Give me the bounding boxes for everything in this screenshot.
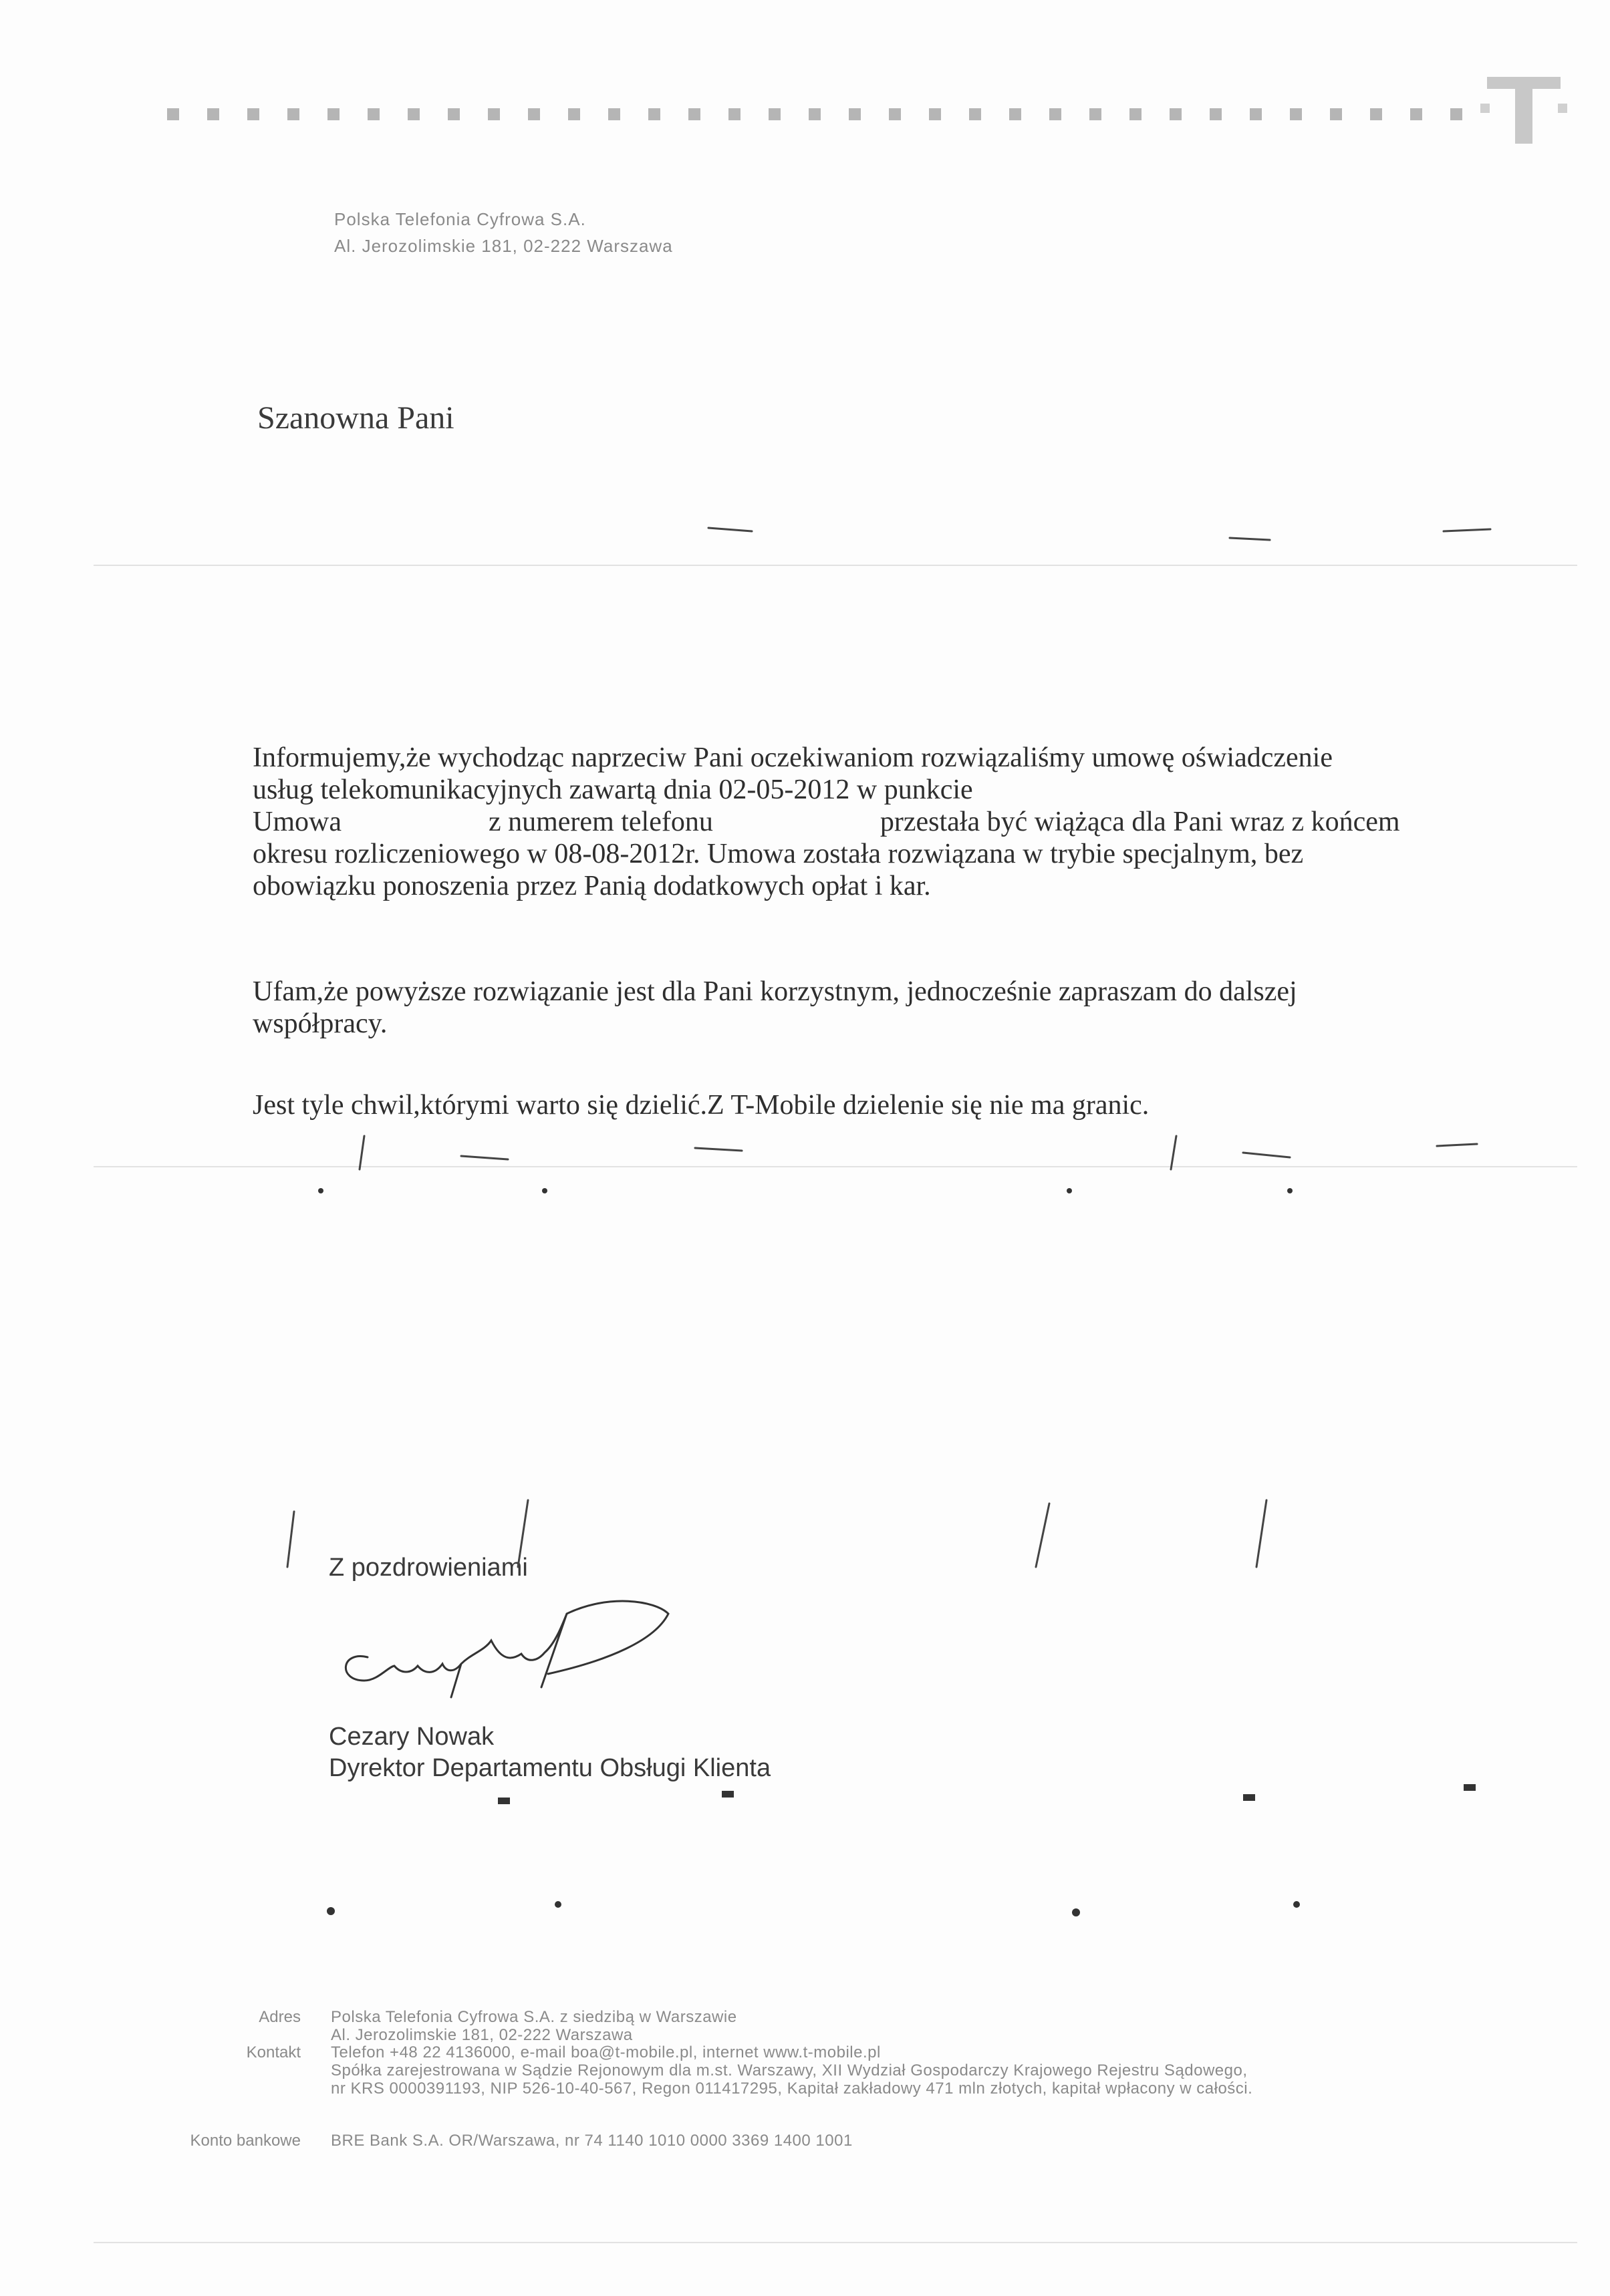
- signer-title: Dyrektor Departamentu Obsługi Klienta: [329, 1754, 771, 1782]
- signer-name: Cezary Nowak: [329, 1723, 495, 1751]
- footer-address-1: Polska Telefonia Cyfrowa S.A. z siedzibą w Warszawie: [331, 2008, 737, 2026]
- body-paragraph-1: [253, 742, 1539, 902]
- body-line: [253, 806, 1539, 838]
- salutation: Szanowna Pani: [257, 400, 454, 436]
- body-line: obowiązku ponoszenia przez Panią dodatkowych opłat i kar.: [253, 871, 931, 901]
- paper-fold-line: [94, 565, 1577, 566]
- body-paragraph-2: [253, 976, 1539, 1040]
- footer-label-bank: Konto bankowe: [190, 2132, 301, 2150]
- body-line: okresu rozliczeniowego w 08-08-2012r. Umowa została rozwiązana w trybie specjalnym, bez: [253, 839, 1304, 869]
- handwritten-signature: [327, 1587, 688, 1711]
- footer-address-2: Al. Jerozolimskie 181, 02-222 Warszawa: [331, 2026, 633, 2044]
- body-line: Jest tyle chwil,którymi warto się dzielić.Z T-Mobile dzielenie się nie ma granic.: [253, 1090, 1150, 1121]
- body-line: współpracy.: [253, 1008, 388, 1039]
- footer-label-contact: Kontakt: [246, 2043, 301, 2061]
- body-line: Ufam,że powyższe rozwiązanie jest dla Pani korzystnym, jednocześnie zapraszam do dalszej: [253, 976, 1297, 1007]
- footer-registry-2: nr KRS 0000391193, NIP 526-10-40-567, Regon 011417295, Kapitał zakładowy 471 mln złotych, kapitał wpłacony w całości.: [331, 2079, 1253, 2098]
- t-mobile-logo-icon: [1480, 63, 1567, 150]
- sender-street: Al. Jerozolimskie 181, 02-222 Warszawa: [334, 236, 673, 256]
- body-paragraph-3: [253, 1089, 1539, 1121]
- footer-contact: Telefon +48 22 4136000, e-mail boa@t-mobile.pl, internet www.t-mobile.pl: [331, 2043, 881, 2061]
- closing: Z pozdrowieniami: [329, 1554, 528, 1582]
- footer-registry-1: Spółka zarejestrowana w Sądzie Rejonowym dla m.st. Warszawy, XII Wydział Gospodarczy Krajowego Rejestru Sądowego,: [331, 2061, 1248, 2079]
- body-segment: przestała być wiążąca dla Pani wraz z końcem: [880, 807, 1400, 837]
- footer-bank: BRE Bank S.A. OR/Warszawa, nr 74 1140 1010 0000 3369 1400 1001: [331, 2132, 853, 2150]
- body-segment: Umowa: [253, 807, 342, 837]
- sender-address: [334, 206, 673, 259]
- body-line: Informujemy,że wychodząc naprzeciw Pani oczekiwaniom rozwiązaliśmy umowę oświadczenie: [253, 742, 1333, 773]
- footer-label-address: Adres: [259, 2008, 301, 2026]
- sender-company: Polska Telefonia Cyfrowa S.A.: [334, 209, 586, 229]
- paper-fold-line: [94, 1166, 1577, 1167]
- paper-fold-line: [94, 2242, 1577, 2243]
- body-segment: z numerem telefonu: [488, 807, 713, 837]
- body-line: usług telekomunikacyjnych zawartą dnia 02-05-2012 w punkcie: [253, 774, 973, 805]
- header-dot-band: [167, 100, 1477, 127]
